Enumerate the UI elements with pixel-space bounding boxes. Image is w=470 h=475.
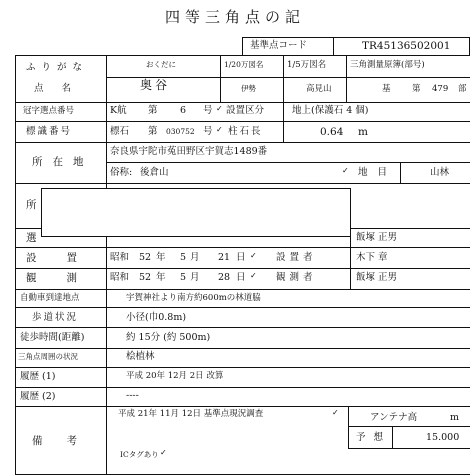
zokusho-label: 俗称: bbox=[110, 167, 133, 178]
yoso-value: 15.000 bbox=[426, 432, 460, 443]
senten-row-label: 選 bbox=[26, 232, 37, 244]
setchi-era: 昭和 bbox=[110, 252, 130, 263]
divider bbox=[400, 162, 401, 183]
car-point-value: 宇賀神社より南方約600mの林道脇 bbox=[126, 293, 261, 303]
setchi-dnichi: 日 bbox=[236, 252, 246, 263]
row-line bbox=[15, 289, 470, 290]
antenna-unit: m bbox=[450, 412, 460, 423]
row-line bbox=[348, 426, 470, 427]
kansoku-day: 28 bbox=[218, 272, 231, 283]
senten-dai: 第 bbox=[148, 105, 158, 116]
row-line bbox=[15, 142, 470, 143]
row-line bbox=[15, 307, 470, 308]
row-line bbox=[15, 183, 470, 184]
kansoku-era: 昭和 bbox=[110, 272, 130, 283]
hyoshiki-num: 030752 bbox=[166, 127, 195, 136]
kansoku-person-label: 観測者 bbox=[276, 272, 317, 283]
kijun-code-value: TR45136502001 bbox=[362, 40, 451, 52]
hyoshiki-go: 号 bbox=[203, 126, 213, 137]
check-mark-icon: ✓ bbox=[250, 271, 257, 280]
hyoshiki-prefix: 標石 bbox=[110, 126, 130, 137]
zokusho-value: 後倉山 bbox=[140, 167, 169, 178]
check-mark-icon: ✓ bbox=[332, 408, 339, 417]
divider bbox=[283, 102, 284, 121]
toho-value: 約 15分 (約 500m) bbox=[126, 332, 211, 343]
row-line bbox=[15, 406, 470, 407]
setchi-ynen: 年 bbox=[156, 252, 166, 263]
map5-label: 1/5万図名 bbox=[287, 60, 327, 70]
genbo-label: 三角測量原簿(部号) bbox=[350, 60, 425, 70]
divider bbox=[392, 426, 393, 448]
map20-label: 1/20万図名 bbox=[224, 60, 264, 69]
redaction-box bbox=[41, 188, 351, 237]
divider bbox=[333, 37, 334, 56]
row-line bbox=[15, 121, 470, 122]
kansoku-dnichi: 日 bbox=[236, 272, 246, 283]
setchi-month: 5 bbox=[180, 252, 187, 263]
kijun-code-label: 基準点コード bbox=[250, 40, 308, 51]
kansoku-ynen: 年 bbox=[156, 272, 166, 283]
furigana-value: おくだに bbox=[146, 60, 176, 69]
chuseki-value: 0.64 bbox=[320, 126, 344, 138]
chimoku-label: 地目 bbox=[358, 167, 398, 178]
check-mark-icon: ✓ bbox=[250, 251, 257, 260]
divider bbox=[350, 247, 351, 289]
row-line bbox=[15, 367, 470, 368]
secchi-kubun-value: 地上(保護石 4 個) bbox=[292, 105, 369, 116]
hyoshiki-label: 標識番号 bbox=[26, 126, 73, 137]
check-mark-icon: ✓ bbox=[216, 125, 223, 134]
chuseki-label: 柱石長 bbox=[228, 126, 263, 137]
divider bbox=[283, 55, 284, 102]
shozaichi-value: 奈良県宇陀市菟田野区宇賀志1489番 bbox=[110, 146, 268, 157]
senten-go: 号 bbox=[203, 105, 213, 116]
row-line bbox=[15, 247, 470, 248]
kansoku-label: 観測 bbox=[26, 272, 107, 284]
rireki2-value: ---- bbox=[126, 390, 139, 401]
check-mark-icon: ✓ bbox=[216, 104, 223, 113]
redacted-row-label: 所 bbox=[26, 199, 37, 211]
divider bbox=[220, 55, 221, 102]
label-column-divider bbox=[106, 55, 107, 475]
kansoku-year: 52 bbox=[139, 272, 152, 283]
furigana-label: ふりがな bbox=[26, 62, 89, 73]
map20-value: 伊勢 bbox=[241, 84, 256, 93]
shuui-value: 桧植林 bbox=[126, 351, 155, 362]
tenmei-value: 奥谷 bbox=[140, 78, 171, 92]
setchi-day: 21 bbox=[218, 252, 231, 263]
row-line bbox=[15, 348, 470, 349]
secchi-kubun-label: 設置区分 bbox=[226, 105, 265, 116]
page-title: 四等三角点の記 bbox=[164, 8, 305, 26]
row-line bbox=[348, 448, 470, 449]
row-line bbox=[15, 387, 470, 388]
setchi-mgetsu: 月 bbox=[190, 252, 200, 263]
senten-label: 冠字選点番号 bbox=[23, 106, 75, 116]
yoso-label: 予想 bbox=[356, 432, 392, 443]
check-mark-icon: ✓ bbox=[160, 448, 167, 457]
kansoku-person: 飯塚 正男 bbox=[356, 272, 398, 283]
shuui-label: 三角点周囲の状況 bbox=[18, 352, 78, 361]
hodo-label: 歩道状況 bbox=[32, 312, 79, 323]
setchi-person: 木下 章 bbox=[356, 252, 388, 263]
genbo-dai: 第 bbox=[412, 84, 421, 94]
rireki1-value: 平成 20年 12月 2日 改算 bbox=[126, 371, 224, 381]
genbo-pre: 基 bbox=[382, 84, 391, 94]
chimoku-value: 山林 bbox=[430, 167, 450, 178]
car-point-label: 自動車到達地点 bbox=[20, 293, 80, 303]
biko-label: 備考 bbox=[32, 435, 101, 447]
tenmei-label: 点名 bbox=[34, 83, 90, 94]
genbo-num: 479 bbox=[432, 84, 449, 94]
senten-person: 飯塚 正男 bbox=[356, 232, 398, 243]
check-mark-icon: ✓ bbox=[342, 166, 349, 175]
biko-line1: 平成 21年 11月 12日 基準点現況調査 bbox=[118, 409, 264, 419]
row-line bbox=[15, 102, 470, 103]
divider bbox=[283, 121, 284, 142]
genbo-suffix: 部 bbox=[458, 84, 467, 94]
senten-num: 6 bbox=[180, 105, 187, 116]
row-line bbox=[15, 327, 470, 328]
setchi-person-label: 設置者 bbox=[276, 252, 317, 263]
setchi-label: 設置 bbox=[26, 252, 107, 264]
kansoku-month: 5 bbox=[180, 272, 187, 283]
rireki1-label: 履歴 (1) bbox=[20, 371, 56, 382]
row-line bbox=[15, 268, 470, 269]
shozaichi-label: 所在地 bbox=[32, 156, 94, 168]
rireki2-label: 履歴 (2) bbox=[20, 391, 56, 402]
toho-label: 徒歩時間(距離) bbox=[20, 332, 85, 343]
setchi-year: 52 bbox=[139, 252, 152, 263]
antenna-label: アンテナ高 bbox=[370, 412, 418, 423]
kansoku-mgetsu: 月 bbox=[190, 272, 200, 283]
biko-tag: ICタグあり bbox=[120, 450, 159, 459]
hyoshiki-dai: 第 bbox=[148, 126, 158, 137]
row-line bbox=[106, 162, 470, 163]
hodo-value: 小径(巾0.8m) bbox=[126, 312, 187, 323]
divider bbox=[348, 406, 349, 448]
map5-value: 高見山 bbox=[306, 84, 332, 94]
senten-prefix: K航 bbox=[110, 105, 127, 116]
chuseki-unit: m bbox=[358, 126, 368, 138]
divider bbox=[346, 55, 347, 102]
